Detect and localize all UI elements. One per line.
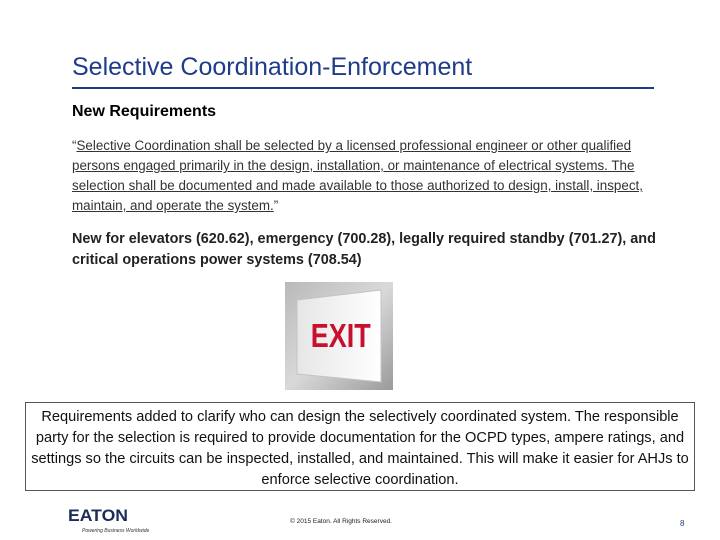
open-quote: “: [72, 138, 77, 153]
logo-tagline: Powering Business Worldwide: [82, 528, 150, 534]
logo-wordmark: EATON: [68, 506, 128, 525]
exit-sign-image: [285, 282, 393, 390]
callout-box: Requirements added to clarify who can design the selectively coordinated system. The responsible party for the selection is required to provide documentation for the OCPD types, ampere ratings, and settings so the circuits can be inspected, installed, and maintained. This will make it easier for AHJs to enforce selective coordination.: [25, 402, 695, 491]
slide-title: Selective Coordination-Enforcement: [72, 53, 473, 81]
new-for-statement: New for elevators (620.62), emergency (700.28), legally required standby (701.27), and critical operations power systems (708.54): [72, 231, 656, 268]
section-heading: New Requirements: [72, 103, 217, 120]
copyright-notice: © 2015 Eaton. All Rights Reserved.: [290, 518, 392, 525]
exit-sign-text: EXIT: [310, 318, 371, 355]
close-quote: ”: [273, 198, 279, 213]
page-number: 8: [680, 519, 685, 528]
code-quote: [72, 136, 672, 216]
eaton-logo: [68, 506, 158, 534]
title-divider: [72, 87, 654, 89]
quote-text: Selective Coordination shall be selected by a licensed professional engineer or other qualified persons engaged primarily in the design, installation, or maintenance of electrical systems. The selection shall be documented and made available to those authorized to design, install, inspect, maintain, and operate the system.: [72, 138, 643, 213]
